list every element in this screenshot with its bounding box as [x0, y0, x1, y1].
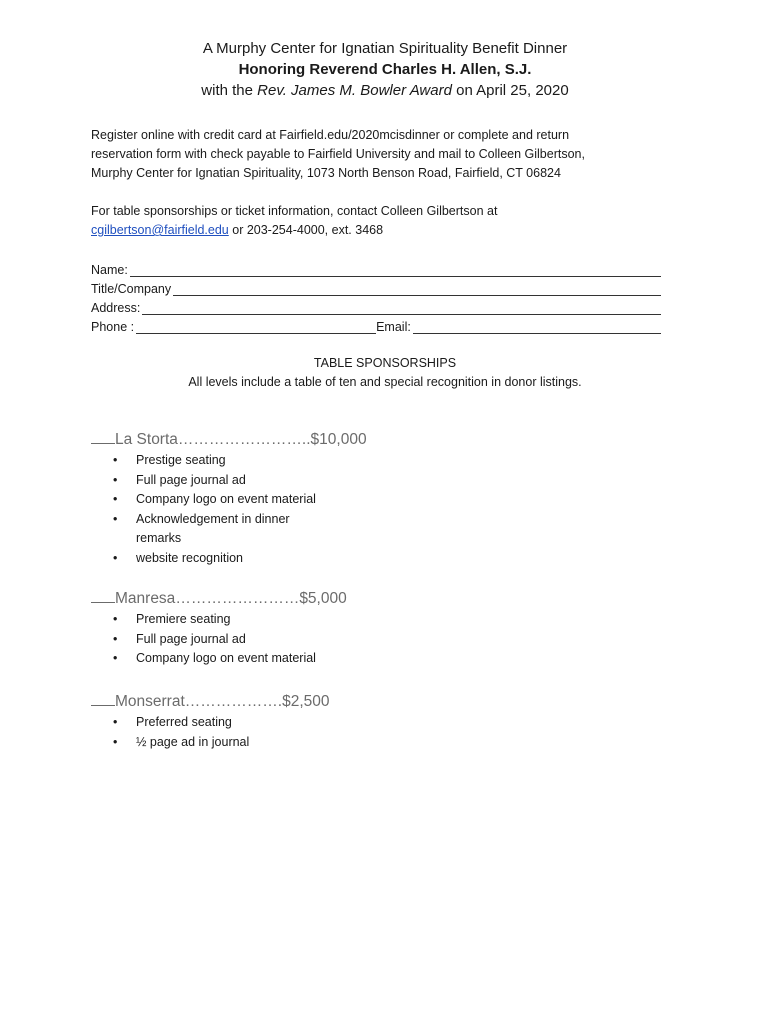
benefit-text: Premiere seating: [136, 612, 231, 626]
email-link[interactable]: cgilbertson@fairfield.edu: [91, 223, 229, 237]
sponsor-level-monserrat: [91, 691, 491, 752]
name-label: Name:: [91, 263, 128, 277]
honoree-line: Honoring Reverend Charles H. Allen, S.J.: [238, 61, 532, 78]
benefit-text: website recognition: [136, 550, 244, 565]
level-dots: ……………………: [175, 590, 300, 607]
sponsorship-heading: [0, 354, 770, 392]
bullet-icon: •: [113, 472, 118, 487]
level-dots: ……………………..: [177, 431, 311, 448]
benefit-text: Company logo on event material: [136, 492, 316, 506]
benefit-item: [91, 713, 326, 733]
benefit-text: Prestige seating: [136, 453, 226, 467]
email-label: Email:: [376, 320, 411, 334]
bullet-icon: •: [113, 511, 118, 526]
bullet-icon: •: [113, 631, 118, 646]
award-line: [0, 80, 770, 101]
name-row: [91, 258, 661, 277]
benefit-item: [91, 649, 326, 669]
benefit-item: [91, 733, 326, 753]
level-title: [91, 429, 491, 451]
sponsor-level-manresa: [91, 588, 491, 669]
benefit-text: Acknowledgement in dinner remarks: [136, 511, 290, 545]
title-row: [91, 277, 661, 296]
benefit-text: Preferred seating: [136, 715, 232, 729]
benefit-text: Full page journal ad: [136, 631, 246, 646]
benefit-list: [91, 713, 491, 752]
award-line-date: on April 25, 2020: [451, 82, 569, 99]
level-name: Monserrat: [115, 693, 185, 710]
benefit-text: ½ page ad in journal: [136, 734, 250, 749]
benefit-item: [91, 549, 326, 569]
sponsorship-subtitle: All levels include a table of ten and special recognition in donor listings.: [188, 375, 582, 389]
level-name: La Storta: [115, 431, 178, 448]
bullet-icon: •: [113, 715, 118, 729]
level-price: $2,500: [282, 693, 330, 710]
event-title: A Murphy Center for Ignatian Spirituality Benefit Dinner: [202, 40, 568, 57]
phone-label: Phone :: [91, 320, 135, 334]
title-company-label: Title/Company: [91, 282, 172, 296]
contact-line-2: [91, 221, 691, 240]
checkbox-blank[interactable]: [91, 429, 115, 444]
award-line-pre: with the: [201, 82, 258, 99]
bullet-icon: •: [113, 492, 118, 506]
bullet-icon: •: [113, 550, 118, 565]
contact-info: [91, 202, 691, 240]
level-title: [91, 691, 491, 713]
phone-field[interactable]: [136, 320, 376, 334]
benefit-item: [91, 510, 326, 549]
level-dots: ……………….: [184, 693, 283, 710]
bullet-icon: •: [113, 453, 118, 467]
benefit-text: Company logo on event material: [136, 651, 316, 665]
checkbox-blank[interactable]: [91, 588, 115, 603]
contact-phone: or 203-254-4000, ext. 3468: [228, 223, 384, 237]
bullet-icon: •: [113, 734, 118, 749]
address-row: [91, 296, 661, 315]
benefit-list: [91, 610, 491, 669]
level-name: Manresa: [115, 590, 176, 607]
award-name: Rev. James M. Bowler Award: [257, 82, 452, 99]
event-header: [0, 38, 770, 101]
registration-line-1: Register online with credit card at Fairfield.edu/2020mcisdinner or complete and return: [91, 128, 570, 142]
bullet-icon: •: [113, 612, 118, 626]
email-field[interactable]: [413, 320, 661, 334]
phone-email-row: [91, 315, 661, 334]
checkbox-blank[interactable]: [91, 691, 115, 706]
benefit-item: [91, 490, 326, 510]
level-price: $5,000: [299, 590, 347, 607]
address-field[interactable]: [142, 301, 661, 315]
name-field[interactable]: [130, 263, 661, 277]
benefit-item: [91, 630, 326, 650]
sponsor-level-la-storta: [91, 429, 491, 568]
sponsorship-title: TABLE SPONSORSHIPS: [313, 356, 457, 370]
benefit-list: [91, 451, 491, 568]
registration-line-3: Murphy Center for Ignatian Spirituality, 1073 North Benson Road, Fairfield, CT 06824: [91, 166, 561, 180]
contact-line-1: For table sponsorships or ticket information, contact Colleen Gilbertson at: [91, 204, 498, 218]
benefit-item: [91, 451, 326, 471]
address-label: Address:: [91, 301, 141, 315]
registration-line-2: reservation form with check payable to Fairfield University and mail to Colleen Gilbertson,: [91, 147, 585, 161]
title-company-field[interactable]: [173, 282, 661, 296]
level-title: [91, 588, 491, 610]
bullet-icon: •: [113, 651, 118, 665]
registration-instructions: [91, 126, 691, 183]
benefit-item: [91, 471, 326, 491]
benefit-text: Full page journal ad: [136, 472, 246, 487]
reservation-form: [91, 258, 661, 334]
level-price: $10,000: [310, 431, 367, 448]
benefit-item: [91, 610, 326, 630]
